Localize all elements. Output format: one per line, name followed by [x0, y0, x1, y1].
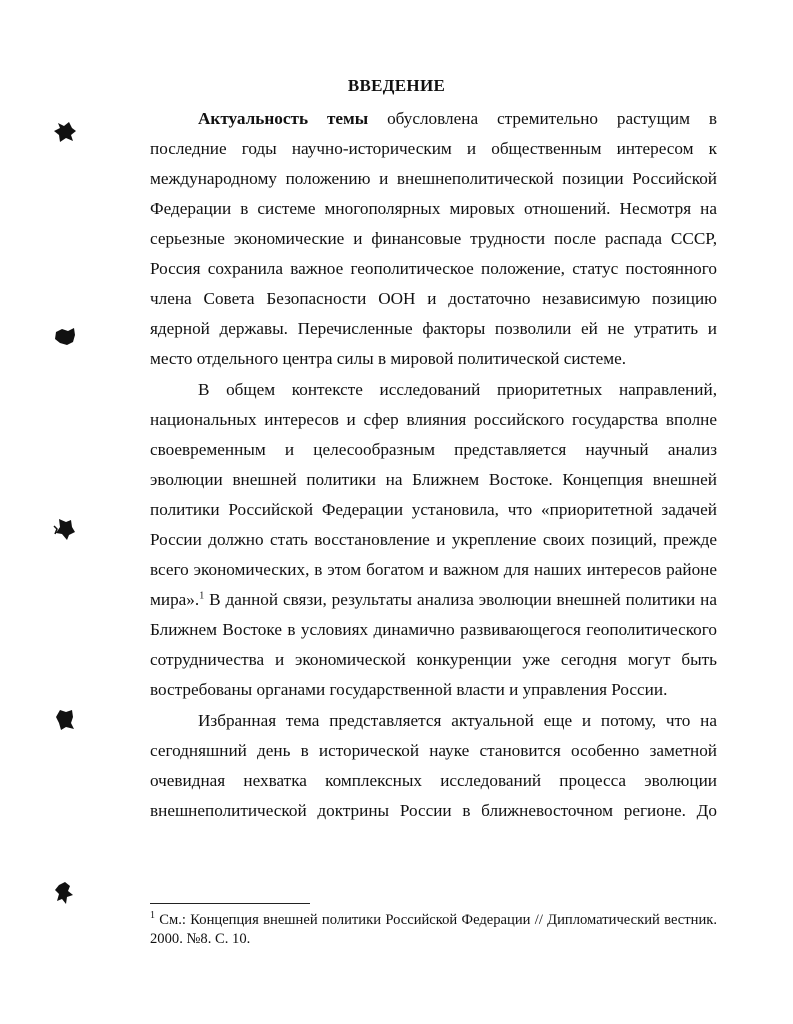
binding-hole-icon: [50, 514, 80, 544]
footnote-reference[interactable]: 1: [199, 590, 205, 602]
footnote: [150, 911, 717, 949]
paragraph-text: обусловлена стремительно растущим в последние годы научно-историческим и общественным интересом к международному положению и внешнеполитической позиции Российской Федерации в системе многополярных мировых отношений. Несмотря на серьезные экономические и финансовые трудности после распада СССР, Россия сохранила важное геополитическое положение, статус постоянного члена Совета Безопасности ООН и достаточно независимую позицию ядерной державы. Перечисленные факторы позволили ей не утратить и место отдельного центра силы в мировой политической системе.: [150, 109, 717, 368]
paragraph-text: В данной связи, результаты анализа эволюции внешней политики на Ближнем Востоке в условиях динамично развивающегося геополитического сотрудничества и экономической конкуренции уже сегодня могут быть востребованы органами государственной власти и управления России.: [150, 590, 717, 699]
paragraph-context: [150, 375, 717, 705]
body-text: [150, 104, 717, 826]
paragraph-text: Избранная тема представляется актуальной еще и потому, что на сегодняшний день в исторической науке становится особенно заметной очевидная нехватка комплексных исследований процесса эволюции внешнеполитической доктрины России в ближневосточном регионе. До: [150, 711, 717, 820]
paragraph-topic: [150, 706, 717, 826]
footnote-number: 1: [150, 910, 155, 922]
binding-hole-icon: [50, 878, 80, 908]
relevance-lead: Актуальность темы: [198, 109, 369, 128]
binding-hole-icon: [50, 322, 80, 352]
paragraph-relevance: [150, 104, 717, 374]
paragraph-text: В общем контексте исследований приоритетных направлений, национальных интересов и сфер влияния российского государства вполне своевременным и целесообразным представляется научный анализ эволюции внешней политики на Ближнем Востоке. Концепция внешней политики Российской Федерации установила, что «приоритетной задачей России должно стать восстановление и укрепление своих позиций, прежде всего экономических, в этом богатом и важном для наших интересов районе мира».: [150, 380, 717, 609]
page-title: ВВЕДЕНИЕ: [347, 76, 446, 95]
binding-hole-icon: [50, 117, 80, 147]
footnote-text: См.: Концепция внешней политики Российской Федерации // Дипломатический вестник. 2000. №8. С. 10.: [150, 912, 717, 947]
footnote-divider: [150, 903, 310, 904]
binding-hole-icon: [50, 705, 80, 735]
